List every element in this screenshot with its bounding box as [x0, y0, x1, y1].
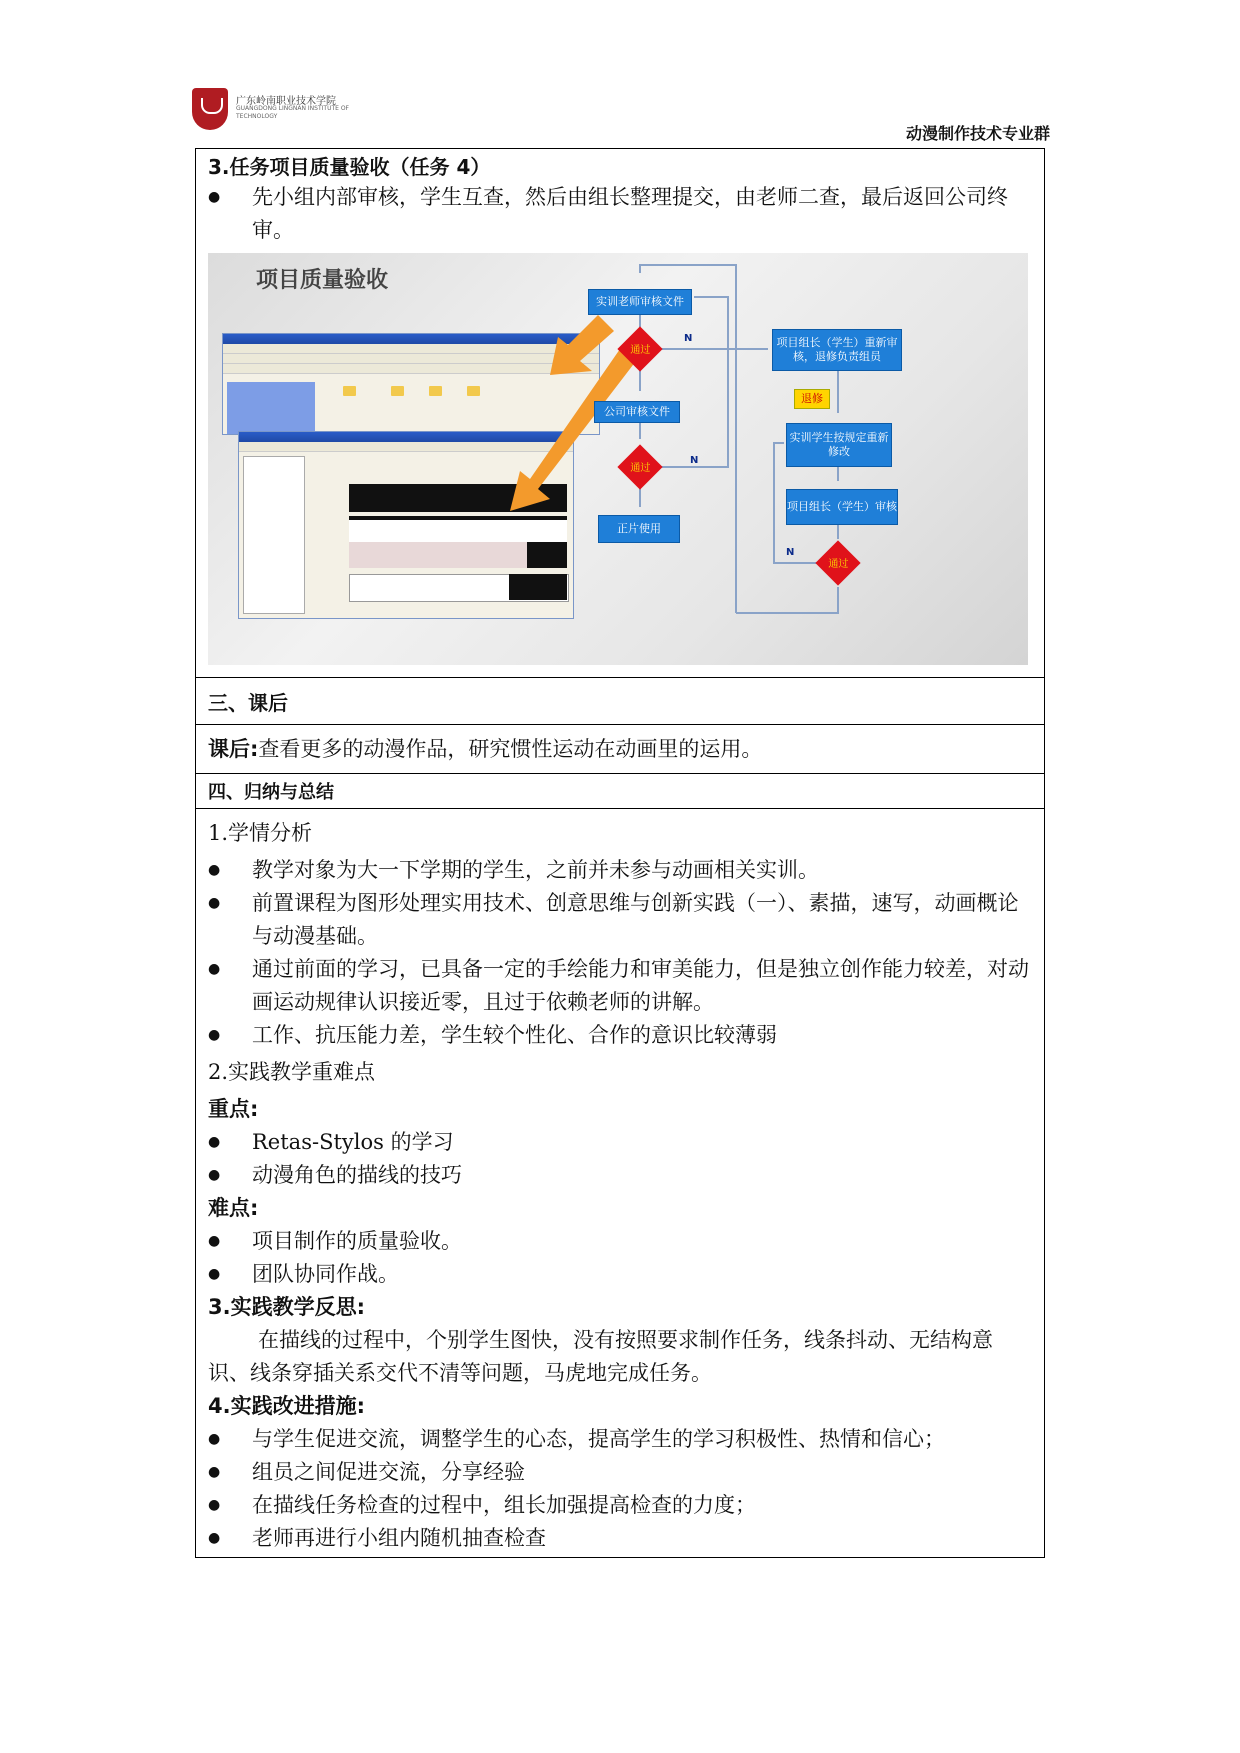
n-label-2: N: [690, 455, 699, 466]
task3-title: 3.任务项目质量验收（任务 4）: [208, 155, 491, 179]
n-label-3: N: [786, 547, 795, 558]
s2-title: 2.实践教学重难点: [208, 1060, 376, 1084]
task3-cell: [196, 148, 1044, 677]
summary-heading-cell: [196, 773, 1044, 808]
list-item: ● 工作、抗压能力差，学生较个性化、合作的意识比较薄弱: [208, 1019, 1032, 1052]
student-revise-box: 实训学生按规定重新修改: [786, 423, 892, 467]
summary-heading: 四、归纳与总结: [208, 782, 334, 803]
s1-title: 1.学情分析: [208, 821, 313, 845]
bullet-icon: ●: [208, 1134, 221, 1150]
n-label-1: N: [684, 333, 693, 344]
s3-text: 在描线的过程中，个别学生图快，没有按照要求制作任务，线条抖动、无结构意识、线条穿插关系交代不清等问题，马虎地完成任务。: [208, 1328, 993, 1385]
teacher-review-box: 实训老师审核文件: [588, 289, 692, 315]
school-name: 广东岭南职业技术学院: [236, 96, 336, 107]
bullet-icon: ●: [208, 1530, 221, 1546]
difficulty-label: 难点:: [208, 1196, 259, 1220]
list-item: ● 教学对象为大一下学期的学生，之前并未参与动画相关实训。: [208, 854, 1032, 887]
list-item: ● 动漫角色的描线的技巧: [208, 1159, 1032, 1192]
rework-label: 退修: [794, 389, 830, 409]
list-item: ● 团队协同作战。: [208, 1258, 1032, 1291]
quality-check-flowchart: [208, 253, 1028, 665]
list-item: ● 通过前面的学习，已具备一定的手绘能力和审美能力，但是独立创作能力较差，对动画运动规律认识接近零，且过于依赖老师的讲解。: [208, 953, 1032, 1019]
bullet-icon: ●: [208, 1266, 221, 1282]
s4-title: 4.实践改进措施:: [208, 1394, 365, 1418]
school-name-en: GUANGDONG LINGNAN INSTITUTE OF TECHNOLOGY: [236, 105, 350, 120]
list-item: ● 先小组内部审核，学生互查，然后由组长整理提交，由老师二查，最后返回公司终审。: [208, 181, 1032, 247]
list-item: ● 前置课程为图形处理实用技术、创意思维与创新实践（一）、素描，速写，动画概论与动漫基础。: [208, 887, 1032, 953]
list-item: ● 与学生促进交流，调整学生的心态，提高学生的学习积极性、热情和信心；: [208, 1423, 1032, 1456]
after-class-label: 课后:: [208, 736, 259, 761]
school-logo: [192, 88, 432, 134]
bullet-icon: ●: [208, 961, 221, 977]
company-review-box: 公司审核文件: [594, 401, 680, 423]
list-item: ● 在描线任务检查的过程中，组长加强提高检查的力度；: [208, 1489, 1032, 1522]
figure-title: 项目质量验收: [256, 268, 389, 293]
bullet-icon: ●: [208, 1233, 221, 1249]
bullet-icon: ●: [208, 1464, 221, 1480]
after-class-heading: 三、课后: [208, 690, 288, 715]
list-item: ● Retas-Stylos 的学习: [208, 1126, 1032, 1159]
after-class-heading-cell: [196, 677, 1044, 724]
pass-decision-1: 通过: [617, 326, 662, 371]
lesson-table: [195, 148, 1045, 1558]
bullet-icon: ●: [208, 1431, 221, 1447]
after-class-cell: [196, 724, 1044, 773]
bullet-icon: ●: [208, 1167, 221, 1183]
summary-cell: [196, 808, 1044, 1557]
s3-title: 3.实践教学反思:: [208, 1295, 365, 1319]
bullet-icon: ●: [208, 1027, 221, 1043]
school-shield-icon: [192, 88, 228, 130]
final-use-box: 正片使用: [598, 515, 680, 543]
list-item: ● 组员之间促进交流，分享经验: [208, 1456, 1032, 1489]
bullet-icon: ●: [208, 189, 221, 205]
department-title: 动漫制作技术专业群: [905, 124, 1050, 143]
after-class-text: 查看更多的动漫作品，研究惯性运动在动画里的运用。: [258, 736, 763, 761]
leader-rereview-box: 项目组长（学生）重新审核，退修负责组员: [772, 329, 902, 371]
key-label: 重点:: [208, 1097, 259, 1121]
leader-review-box: 项目组长（学生）审核: [786, 489, 898, 525]
pass-decision-2: 通过: [617, 444, 662, 489]
list-item: ● 老师再进行小组内随机抽查检查: [208, 1522, 1032, 1555]
bullet-icon: ●: [208, 862, 221, 878]
bullet-icon: ●: [208, 895, 221, 911]
bullet-icon: ●: [208, 1497, 221, 1513]
list-item: ● 项目制作的质量验收。: [208, 1225, 1032, 1258]
pass-decision-3: 通过: [815, 540, 860, 585]
